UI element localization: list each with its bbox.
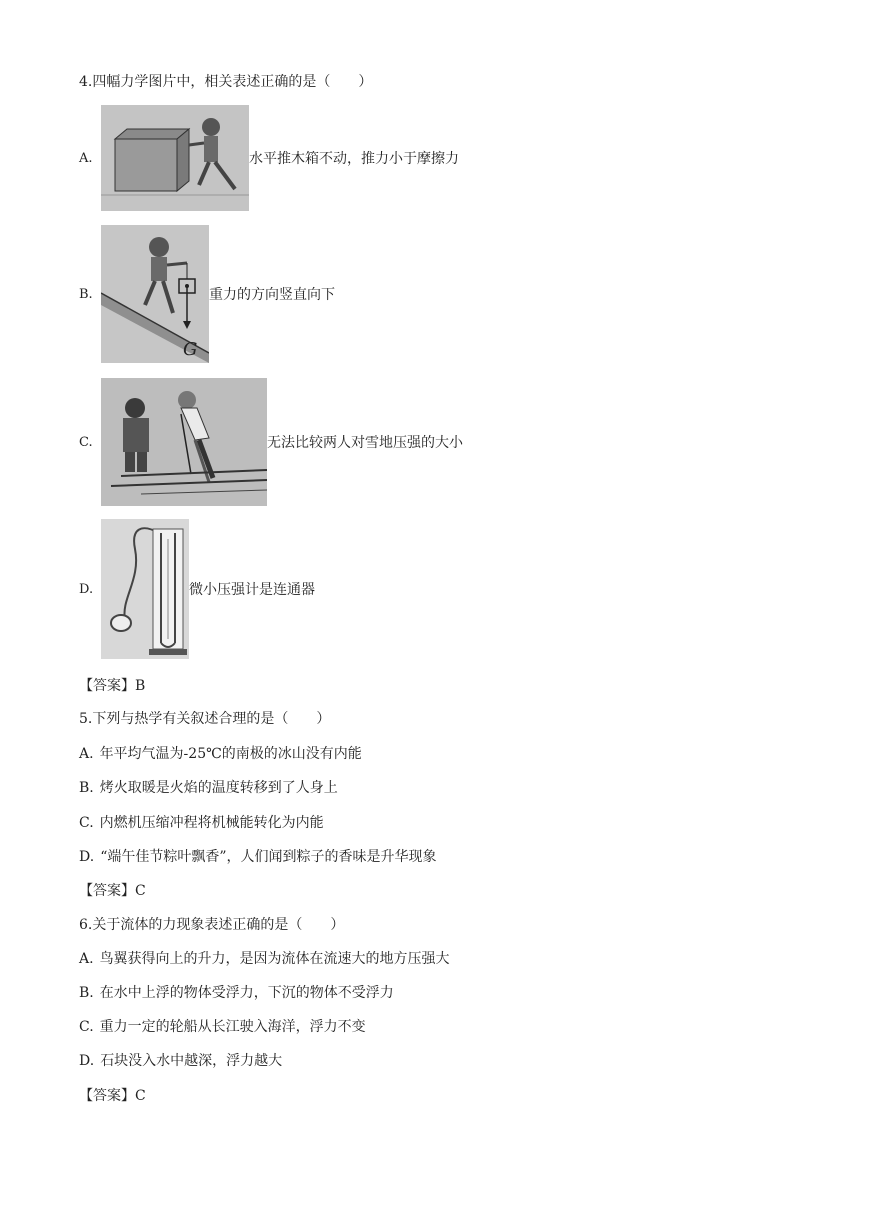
option-letter: C.	[79, 434, 93, 450]
q4-option-d[interactable]	[79, 519, 315, 659]
option-text: 石块没入水中越深，浮力越大	[100, 1053, 283, 1069]
option-letter: D.	[79, 1053, 95, 1069]
q5-option-b[interactable]	[79, 778, 338, 798]
option-text: 烤火取暖是火焰的温度转移到了人身上	[99, 780, 338, 796]
q6-option-b[interactable]	[79, 983, 394, 1003]
q4-option-a[interactable]	[79, 105, 459, 211]
option-text: 重力一定的轮船从长江驶入海洋，浮力不变	[99, 1019, 366, 1035]
option-letter: B.	[79, 286, 93, 302]
option-text: 在水中上浮的物体受浮力，下沉的物体不受浮力	[99, 985, 394, 1001]
option-letter: D.	[79, 581, 94, 597]
pressure-gauge-picture	[101, 519, 189, 659]
q4-option-c[interactable]	[79, 378, 463, 506]
option-letter: C.	[79, 1019, 94, 1035]
q5-option-c[interactable]	[79, 813, 324, 833]
option-text: 微小压强计是连通器	[189, 582, 315, 598]
q4-option-b[interactable]	[79, 225, 335, 363]
q6-answer: 【答案】C	[79, 1088, 146, 1104]
option-text: 内燃机压缩冲程将机械能转化为内能	[99, 815, 324, 831]
option-text: 重力的方向竖直向下	[209, 287, 335, 303]
option-text: 年平均气温为-25℃的南极的冰山没有内能	[99, 746, 362, 762]
option-letter: A.	[79, 746, 94, 762]
q6-option-d[interactable]	[79, 1051, 282, 1071]
q4-answer: 【答案】B	[79, 678, 146, 694]
option-letter: A.	[79, 951, 94, 967]
q4-stem: 4.四幅力学图片中，相关表述正确的是（ ）	[79, 74, 373, 90]
option-letter: D.	[79, 849, 95, 865]
option-letter: B.	[79, 780, 94, 796]
option-letter: A.	[79, 150, 93, 166]
option-letter: C.	[79, 815, 94, 831]
option-letter: B.	[79, 985, 94, 1001]
q5-option-a[interactable]	[79, 744, 362, 764]
q5-option-d[interactable]	[79, 847, 437, 867]
gravity-slope-picture	[101, 225, 209, 363]
gravity-label: G	[183, 339, 198, 360]
q6-option-a[interactable]	[79, 949, 450, 969]
snow-skiers-picture	[101, 378, 267, 506]
q5-answer: 【答案】C	[79, 883, 146, 899]
q5-stem: 5.下列与热学有关叙述合理的是（ ）	[79, 711, 331, 727]
option-text: 水平推木箱不动，推力小于摩擦力	[249, 151, 459, 167]
option-text: 无法比较两人对雪地压强的大小	[267, 435, 463, 451]
option-text: 鸟翼获得向上的升力，是因为流体在流速大的地方压强大	[99, 951, 450, 967]
q6-option-c[interactable]	[79, 1017, 366, 1037]
push-box-picture	[101, 105, 249, 211]
q6-stem: 6.关于流体的力现象表述正确的是（ ）	[79, 917, 345, 933]
option-text: “端午佳节粽叶飘香”，人们闻到粽子的香味是升华现象	[100, 849, 437, 865]
